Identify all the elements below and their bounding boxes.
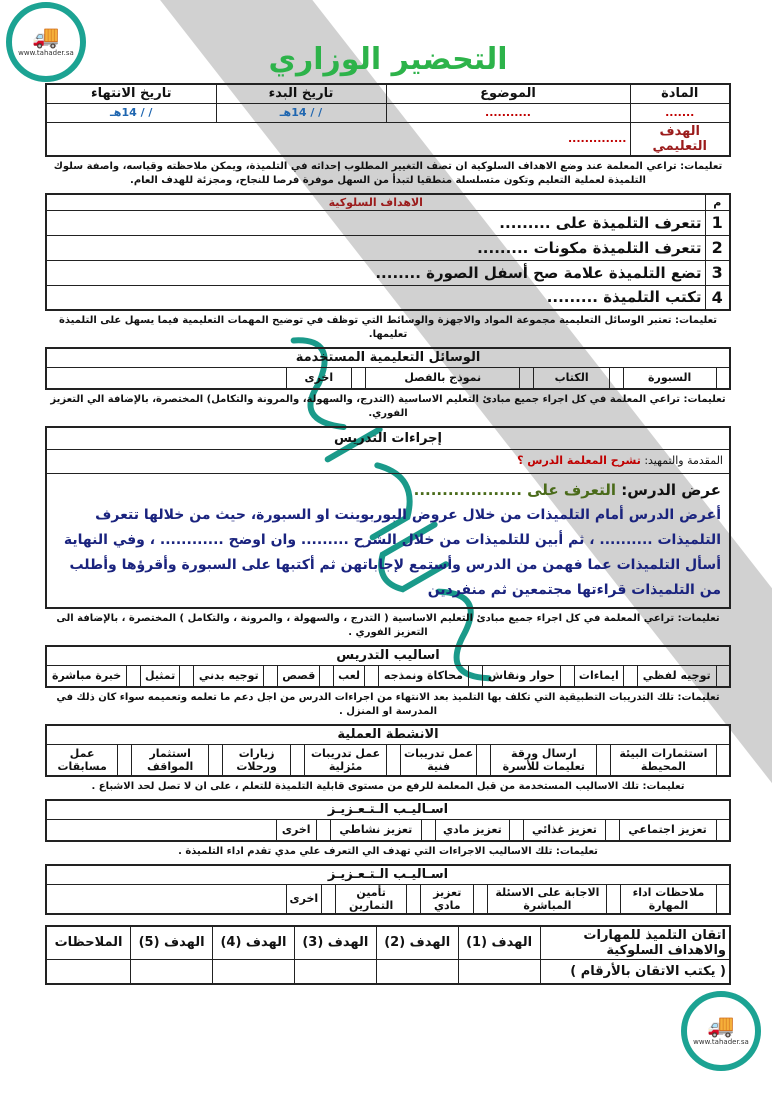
logo-url: www.tahader.sa xyxy=(18,49,74,57)
checkbox[interactable] xyxy=(560,665,574,687)
checkbox[interactable] xyxy=(716,819,730,841)
objective-row xyxy=(46,260,730,285)
checkbox[interactable] xyxy=(386,744,400,776)
methods-option: تمثيل xyxy=(141,665,180,687)
goal-score[interactable] xyxy=(131,959,213,984)
activities-option: استثمار المواقف xyxy=(132,744,209,776)
checkbox[interactable] xyxy=(474,884,488,914)
topic-value[interactable]: ........... xyxy=(386,103,630,122)
goal-header: الهدف (1) xyxy=(458,926,540,960)
media-options-row xyxy=(46,367,730,389)
evaluation-options-row xyxy=(46,884,730,914)
goal-score[interactable] xyxy=(213,959,295,984)
reinforcement-option: اخرى xyxy=(276,819,316,841)
checkbox[interactable] xyxy=(209,744,223,776)
activities-option: عمل مسابقات xyxy=(46,744,118,776)
checkbox[interactable] xyxy=(264,665,278,687)
checkbox[interactable] xyxy=(607,884,621,914)
evaluation-header: اسـاليـب الـتـعـزيـز xyxy=(46,865,730,884)
lesson-label: عرض الدرس: xyxy=(621,481,721,499)
goal-score[interactable] xyxy=(458,959,540,984)
goal-header: الهدف (2) xyxy=(376,926,458,960)
objective-number: 3 xyxy=(705,260,730,285)
notes-cell[interactable] xyxy=(46,959,131,984)
methods-option: حوار ونقاش xyxy=(483,665,561,687)
goal-header: الهدف (4) xyxy=(213,926,295,960)
mastery-note: ( يكتب الاتقان بالأرقام ) xyxy=(540,959,730,984)
intro-row xyxy=(47,450,729,474)
reinforcement-table xyxy=(45,799,731,842)
instructions-procedures: تعليمات: تراعي المعلمة في كل اجراء جميع مبادئ التعليم الاساسية (التدرج، والسهولة، والمرونة والتكامل) المختصرة، بالإضافة الي التعزيز الفوري. xyxy=(50,394,726,419)
instructions-methods: تعليمات: تراعي المعلمة في كل اجراء جميع مبادئ التعليم الاساسية ( التدرج ، والسهولة ، والمرونة ، والتكامل ) المختصرة ، بالإضافة الى التعزيز الفوري . xyxy=(56,613,720,638)
checkbox[interactable] xyxy=(352,367,366,389)
checkbox[interactable] xyxy=(510,819,524,841)
goal-header: الهدف (5) xyxy=(131,926,213,960)
media-header: الوسائل التعليمية المستخدمة xyxy=(46,348,730,367)
goal-score[interactable] xyxy=(294,959,376,984)
checkbox[interactable] xyxy=(316,819,330,841)
goal-value[interactable]: .............. xyxy=(46,122,630,156)
methods-option: خبرة مباشرة xyxy=(46,665,127,687)
goal-score[interactable] xyxy=(376,959,458,984)
methods-options-row xyxy=(46,665,730,687)
checkbox[interactable] xyxy=(322,884,336,914)
checkbox[interactable] xyxy=(421,819,435,841)
empty-cell xyxy=(46,819,276,841)
activities-table xyxy=(45,724,731,777)
objective-row xyxy=(46,210,730,235)
checkbox[interactable] xyxy=(127,665,141,687)
objective-text[interactable]: تضع التلميذة علامة صح أسفل الصورة ........ xyxy=(46,260,705,285)
evaluation-header-row xyxy=(46,865,730,884)
checkbox[interactable] xyxy=(716,665,730,687)
reinforcement-header: اسـاليـب الـتـعـزيـز xyxy=(46,800,730,819)
logo-url: www.tahader.sa xyxy=(693,1038,749,1046)
end-date-label: تاريخ الانتهاء xyxy=(46,84,216,103)
methods-table xyxy=(45,645,731,688)
truck-icon: 🚚 xyxy=(707,1014,735,1039)
mastery-label: اتقان التلميذ للمهارات والاهداف السلوكية xyxy=(540,926,730,960)
media-table xyxy=(45,347,731,390)
intro-value: تشرح المعلمة الدرس ؟ xyxy=(517,454,641,467)
media-option: نموذج بالفصل xyxy=(366,367,520,389)
objective-text[interactable]: تتعرف التلميذة على ......... xyxy=(46,210,705,235)
page-title: التحضير الوزاري xyxy=(268,42,508,77)
checkbox[interactable] xyxy=(597,744,611,776)
instructions-activities: تعليمات: تلك التدريبات التطبيقية التي تكلف بها التلميذ بعد الانتهاء من اجراءات الدرس من اجل دعم ما تعلمه وتعميمه سواء كان ذلك في المدرسة او المنزل . xyxy=(56,692,720,717)
objective-row xyxy=(46,285,730,310)
checkbox[interactable] xyxy=(291,744,305,776)
checkbox[interactable] xyxy=(469,665,483,687)
objective-row xyxy=(46,235,730,260)
procedures-box xyxy=(45,426,731,609)
objective-text[interactable]: تتعرف التلميذة مكونات ......... xyxy=(46,235,705,260)
objectives-header: الاهداف السلوكية xyxy=(46,194,705,211)
intro-label: المقدمة والتمهيد: xyxy=(644,454,723,467)
checkbox[interactable] xyxy=(716,367,730,389)
checkbox[interactable] xyxy=(716,744,730,776)
methods-option: توجيه بدني xyxy=(194,665,264,687)
reinforcement-option: تعزيز غذائي xyxy=(524,819,606,841)
evaluation-option: تعزيز مادي xyxy=(421,884,474,914)
evaluation-option: تأمين التمارين xyxy=(336,884,407,914)
checkbox[interactable] xyxy=(520,367,534,389)
objectives-table xyxy=(45,193,731,312)
media-option: اخرى xyxy=(286,367,352,389)
activities-option: ارسال ورقة تعليمات للأسرة xyxy=(491,744,597,776)
activities-header-row xyxy=(46,725,730,744)
reinforcement-header-row xyxy=(46,800,730,819)
methods-option: محاكاة ونمذجه xyxy=(378,665,468,687)
methods-option: ايماءات xyxy=(574,665,623,687)
methods-header: اساليب التدريس xyxy=(46,646,730,665)
checkbox[interactable] xyxy=(407,884,421,914)
empty-cell xyxy=(46,367,286,389)
instructions-media: تعليمات: تعتبر الوسائل التعليمية مجموعة المواد والاجهزة والوسائط التي توظف في توضيح المهمات التعليمية فيما يسهل على التلميذة تعليمها. xyxy=(58,315,718,340)
media-option: الكتاب xyxy=(534,367,609,389)
reinforcement-option: تعزيز مادي xyxy=(435,819,509,841)
activities-option: زيارات ورحلات xyxy=(223,744,291,776)
lesson-body: أعرض الدرس أمام التلميذات من خلال عروض البوربوينت او السبورة، حيث من خلالها تتعرف التلميذات .......... ، ثم أبين للتلميذات من خلال الشرح ......... وان اوضح ............ ، وفي النهاية أسأل التلميذات عما فهمن من الدرس وأستمع لإجاباتهن ثم أكتبها على السبورة وأقرؤها وأطلب من التلميذات قراءتها مجتمعين ثم منفردين xyxy=(63,507,721,598)
subject-label: المادة xyxy=(630,84,730,103)
instructions-objectives: تعليمات: تراعي المعلمة عند وضع الاهداف السلوكية ان تصف التغيير المطلوب إحداثه في التلميذة، ويمكن ملاحظته وقياسه، واصفة سلوك التلميذة لعملية التعليم وتكون متسلسلة منطقيا لتبدأ من السهل موفرة فرصا للنجاح، ومجزئة للهدف العام. xyxy=(53,160,723,186)
topic-label: الموضوع xyxy=(386,84,630,103)
objective-number: 2 xyxy=(705,235,730,260)
activities-option: عمل تدريبات فنية xyxy=(400,744,476,776)
truck-icon: 🚚 xyxy=(32,25,60,50)
objective-text[interactable]: تكتب التلميذة ......... xyxy=(46,285,705,310)
reinforcement-option: تعزيز اجتماعي xyxy=(619,819,716,841)
goal-header: الهدف (3) xyxy=(294,926,376,960)
checkbox[interactable] xyxy=(320,665,334,687)
methods-header-row xyxy=(46,646,730,665)
checkbox[interactable] xyxy=(716,884,730,914)
objective-number: 1 xyxy=(705,210,730,235)
procedures-header: إجراءات التدريس xyxy=(47,428,729,450)
mastery-table xyxy=(45,925,731,986)
instructions-reinforcement: تعليمات: تلك الاساليب المستخدمة من قبل المعلمة للرفع من مستوى قابلية التلميذة للتعلم ، على ان لا تصل لحد الاشباع . xyxy=(91,781,685,792)
evaluation-option: ملاحظات اداء المهارة xyxy=(621,884,716,914)
empty-cell xyxy=(46,884,286,914)
objective-number: 4 xyxy=(705,285,730,310)
activities-header: الانشطة العملية xyxy=(46,725,730,744)
num-header: م xyxy=(705,194,730,211)
evaluation-option: اخرى xyxy=(286,884,322,914)
notes-header: الملاحظات xyxy=(46,926,131,960)
activities-option: استثمارات البيئة المحيطة xyxy=(611,744,716,776)
checkbox[interactable] xyxy=(364,665,378,687)
start-date-label: تاريخ البدء xyxy=(216,84,386,103)
methods-option: لعب xyxy=(334,665,364,687)
media-option: السبورة xyxy=(623,367,716,389)
activities-option: عمل تدريبات مئزلية xyxy=(305,744,387,776)
media-header-row xyxy=(46,348,730,367)
logo-bottom xyxy=(681,991,761,1071)
evaluation-table xyxy=(45,864,731,915)
start-date-value[interactable]: / / 14هـ xyxy=(216,103,386,122)
subject-value[interactable]: ....... xyxy=(630,103,730,122)
goal-label: الهدف التعليمي xyxy=(630,122,730,156)
header-table xyxy=(45,83,731,157)
methods-option: قصص xyxy=(278,665,320,687)
lesson-value: التعرف على ................... xyxy=(413,481,617,499)
checkbox[interactable] xyxy=(180,665,194,687)
reinforcement-option: تعزيز نشاطي xyxy=(330,819,421,841)
evaluation-option: الاجابة على الاسئلة المباشرة xyxy=(488,884,607,914)
checkbox[interactable] xyxy=(477,744,491,776)
end-date-value[interactable]: / / 14هـ xyxy=(46,103,216,122)
activities-options-row xyxy=(46,744,730,776)
checkbox[interactable] xyxy=(118,744,132,776)
methods-option: توجيه لفظي xyxy=(637,665,716,687)
checkbox[interactable] xyxy=(623,665,637,687)
instructions-evaluation: تعليمات: تلك الاساليب الاجراءات التي تهدف الي التعرف علي مدي تقدم اداء التلميذة . xyxy=(178,846,598,857)
reinforcement-options-row xyxy=(46,819,730,841)
checkbox[interactable] xyxy=(605,819,619,841)
checkbox[interactable] xyxy=(609,367,623,389)
